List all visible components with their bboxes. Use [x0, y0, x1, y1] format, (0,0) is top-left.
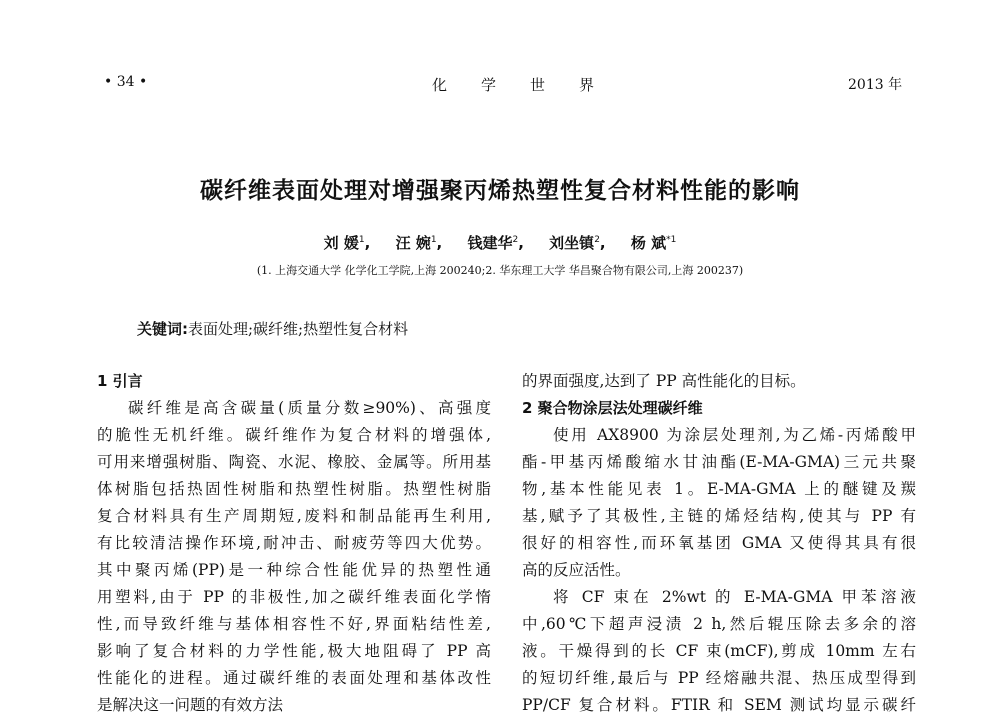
- text-line: 性,而导致纤维与基体相容性不好,界面粘结性差,: [97, 615, 491, 633]
- text-line: 中,60℃下超声浸渍 2 h,然后辊压除去多余的溶: [522, 615, 916, 633]
- keywords-value: 表面处理;碳纤维;热塑性复合材料: [188, 320, 409, 338]
- author-list: [0, 232, 1000, 253]
- publication-year: 2013 年: [848, 77, 903, 93]
- text-line: 高的反应活性。: [522, 561, 631, 579]
- right-column: [522, 368, 916, 719]
- text-line: 用塑料,由于 PP 的非极性,加之碳纤维表面化学惰: [97, 588, 491, 606]
- section-heading-introduction: 1 引言: [97, 372, 143, 390]
- author: 刘 媛$^1$,: [323, 234, 371, 252]
- text-line: 物,基本性能见表 1。E-MA-GMA 上的醚键及羰: [522, 480, 916, 498]
- text-line: 的界面强度,达到了 PP 高性能化的目标。: [522, 372, 806, 390]
- text-line: 碳纤维是高含碳量(质量分数≥90%)、高强度: [128, 399, 491, 417]
- author: 钱建华$^2$,: [467, 234, 524, 252]
- text-line: 的脆性无机纤维。碳纤维作为复合材料的增强体,: [97, 426, 491, 444]
- text-line: 是解决这一问题的有效方法: [97, 696, 284, 714]
- text-line: PP/CF 复合材料。FTIR 和 SEM 测试均显示碳纤: [522, 696, 916, 714]
- author: 汪 婉$^1$,: [395, 234, 443, 252]
- author: 刘坐镇$^2$,: [549, 234, 606, 252]
- author: 杨 斌$^{*1}$: [630, 234, 677, 252]
- text-line: 性能化的进程。通过碳纤维的表面处理和基体改性: [97, 669, 491, 687]
- text-line: 影响了复合材料的力学性能,极大地阻碍了 PP 高: [97, 642, 491, 660]
- text-line: 酯-甲基丙烯酸缩水甘油酯(E-MA-GMA)三元共聚: [522, 453, 916, 471]
- journal-name: 化学世界: [432, 76, 629, 94]
- keywords: [137, 318, 408, 339]
- text-line: 基,赋予了其极性,主链的烯烃结构,使其与 PP 有: [522, 507, 916, 525]
- text-line: 使用 AX8900 为涂层处理剂,为乙烯-丙烯酸甲: [553, 426, 916, 444]
- text-line: 的短切纤维,最后与 PP 经熔融共混、热压成型得到: [522, 669, 916, 687]
- text-line: 很好的相容性,而环氧基团 GMA 又使得其具有很: [522, 534, 916, 552]
- text-line: 液。干燥得到的长 CF 束(mCF),剪成 10mm 左右: [522, 642, 916, 660]
- affiliations: (1. 上海交通大学 化学化工学院,上海 200240;2. 华东理工大学 华昌聚合物有限公司,上海 200237): [256, 264, 744, 277]
- text-line: 有比较清洁操作环境,耐冲击、耐疲劳等四大优势。: [97, 534, 491, 552]
- page-number: • 34 •: [104, 74, 148, 90]
- text-line: 其中聚丙烯(PP)是一种综合性能优异的热塑性通: [97, 561, 491, 579]
- text-line: 将 CF 束在 2%wt 的 E-MA-GMA 甲苯溶液: [553, 588, 916, 606]
- text-line: 体树脂包括热固性树脂和热塑性树脂。热塑性树脂: [97, 480, 491, 498]
- section-heading-polymer-coating: 2 聚合物涂层法处理碳纤维: [522, 399, 703, 417]
- keywords-label: 关键词:: [137, 320, 188, 338]
- text-line: 可用来增强树脂、陶瓷、水泥、橡胶、金属等。所用基: [97, 453, 491, 471]
- text-line: 复合材料具有生产周期短,废料和制品能再生利用,: [97, 507, 491, 525]
- left-column: [97, 368, 491, 719]
- article-title: 碳纤维表面处理对增强聚丙烯热塑性复合材料性能的影响: [200, 178, 800, 204]
